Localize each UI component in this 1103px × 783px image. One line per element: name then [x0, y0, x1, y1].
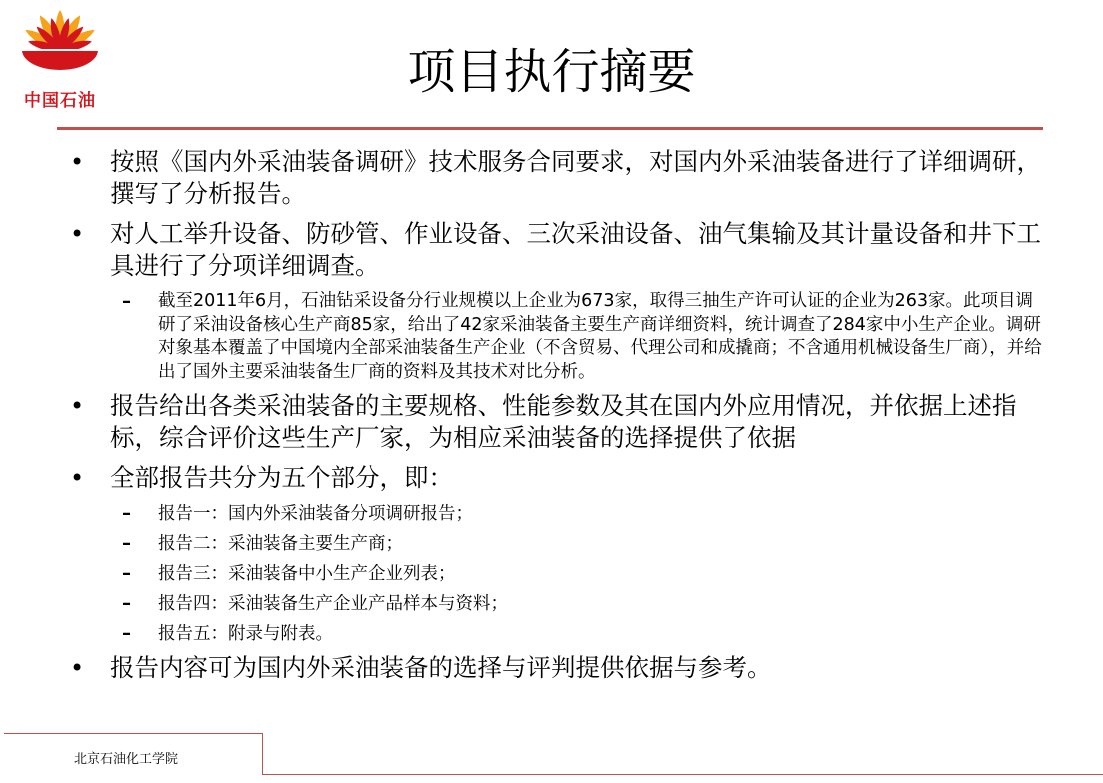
bullet-icon: •: [70, 220, 85, 248]
bullet-icon: •: [70, 654, 85, 682]
footer-institution: 北京石油化工学院: [74, 752, 179, 767]
sub-list-item-text: 报告一：国内外采油装备分项调研报告；: [158, 504, 473, 524]
sub-list-item-text: 报告二：采油装备主要生产商；: [158, 534, 403, 554]
bullet-icon: •: [70, 392, 85, 420]
footer-divider: [4, 733, 262, 734]
list-item: [70, 218, 1050, 282]
dash-icon: –: [122, 533, 131, 554]
bullet-icon: •: [70, 464, 85, 492]
dash-icon: –: [122, 563, 131, 584]
bullet-icon: •: [70, 148, 85, 176]
list-item: [70, 652, 1050, 684]
title-divider: [57, 127, 1043, 130]
sub-list-item: [70, 592, 1050, 616]
page-title: 项目执行摘要: [407, 44, 696, 100]
sub-list-item: [70, 290, 1050, 384]
dash-icon: –: [122, 291, 131, 312]
dash-icon: –: [122, 503, 131, 524]
sub-list-item: [70, 502, 1050, 526]
sub-list-item: [70, 622, 1050, 646]
footer-divider-bottom: [262, 774, 1103, 775]
sub-list-item: [70, 532, 1050, 556]
list-item: [70, 146, 1050, 210]
sub-list-item-text: 截至2011年6月，石油钻采设备分行业规模以上企业为673家，取得三抽生产许可认证的企业为263家。此项目调研了采油设备核心生产商85家，给出了42家采油装备主要生产商详细资料，统计调查了284家中小生产企业。调研对象基本覆盖了中国境内全部采油装备生产企业（不含贸易、代理公司和成撬商；不含通用机械设备生厂商），并给出了国外主要采油装备生厂商的资料及其技术对比分析。: [158, 291, 1042, 382]
sub-list-item-text: 报告四：采油装备生产企业产品样本与资料；: [158, 594, 508, 614]
list-item: [70, 462, 1050, 494]
sub-list-item: [70, 562, 1050, 586]
list-item-text: 报告给出各类采油装备的主要规格、性能参数及其在国内外应用情况，并依据上述指标，综合评价这些生产厂家，为相应采油装备的选择提供了依据: [110, 391, 1017, 452]
footer-divider-vertical: [262, 733, 263, 775]
sub-list-item-text: 报告五：附录与附表。: [158, 624, 333, 644]
list-item-text: 按照《国内外采油装备调研》技术服务合同要求，对国内外采油装备进行了详细调研，撰写了分析报告。: [110, 147, 1041, 208]
list-item: [70, 390, 1050, 454]
dash-icon: –: [122, 593, 131, 614]
list-item-text: 报告内容可为国内外采油装备的选择与评判提供依据与参考。: [110, 653, 772, 682]
logo-text: 中国石油: [24, 91, 96, 111]
dash-icon: –: [122, 623, 131, 644]
list-item-text: 对人工举升设备、防砂管、作业设备、三次采油设备、油气集输及其计量设备和井下工具进行了分项详细调查。: [110, 219, 1041, 280]
sub-list-item-text: 报告三：采油装备中小生产企业列表；: [158, 564, 456, 584]
list-item-text: 全部报告共分为五个部分，即：: [110, 463, 453, 492]
bullet-list: [70, 146, 1050, 692]
